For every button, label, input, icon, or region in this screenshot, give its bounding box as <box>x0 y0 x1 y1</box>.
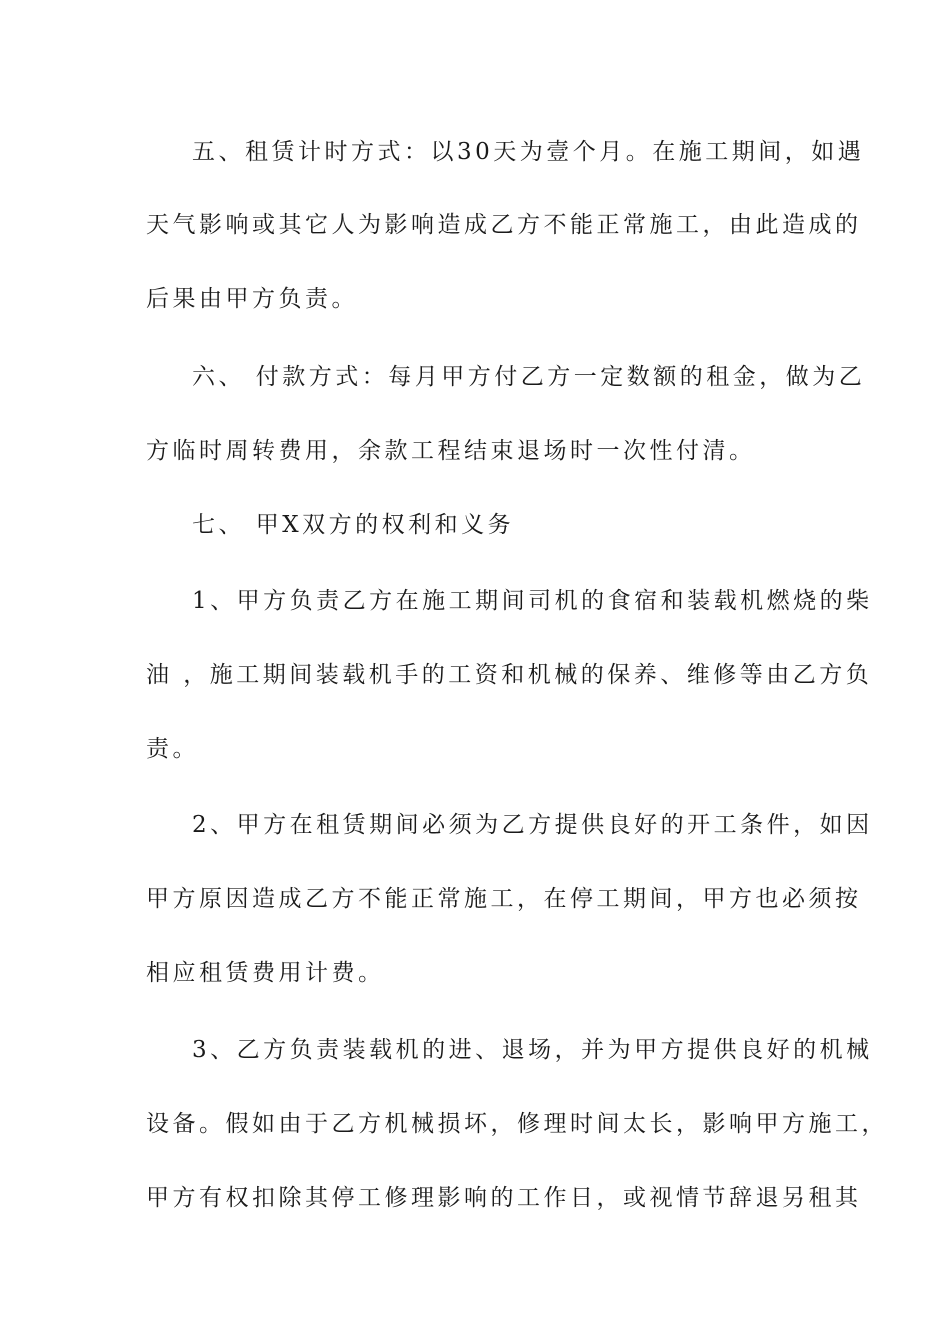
item-1-line-2: 油 ，施工期间装载机手的工资和机械的保养、维修等由乙方负 <box>146 662 873 688</box>
clause-5-line-2: 天气影响或其它人为影响造成乙方不能正常施工，由此造成的 <box>146 212 862 238</box>
item-2-line-2: 甲方原因造成乙方不能正常施工，在停工期间，甲方也必须按 <box>146 886 862 912</box>
item-2-line-3: 相应租赁费用计费。 <box>146 960 385 986</box>
clause-5-line-1: 五、租赁计时方式：以30天为壹个月。在施工期间，如遇 <box>192 139 865 165</box>
clause-6-line-2: 方临时周转费用，余款工程结束退场时一次性付清。 <box>146 438 756 464</box>
item-3-line-1: 3、乙方负责装载机的进、退场，并为甲方提供良好的机械 <box>192 1037 873 1063</box>
item-1-line-1: 1、甲方负责乙方在施工期间司机的食宿和装载机燃烧的柴 <box>192 588 873 614</box>
clause-6-line-1: 六、 付款方式：每月甲方付乙方一定数额的租金，做为乙 <box>192 364 866 390</box>
item-2-line-1: 2、甲方在租赁期间必须为乙方提供良好的开工条件，如因 <box>192 812 873 838</box>
item-3-line-3: 甲方有权扣除其停工修理影响的工作日，或视情节辞退另租其 <box>146 1185 862 1211</box>
clause-7-heading: 七、 甲X双方的权利和义务 <box>192 512 515 538</box>
item-1-line-3: 责。 <box>146 736 199 762</box>
item-3-line-2: 设备。假如由于乙方机械损坏，修理时间太长，影响甲方施工， <box>146 1111 888 1137</box>
clause-5-line-3: 后果由甲方负责。 <box>146 286 358 312</box>
